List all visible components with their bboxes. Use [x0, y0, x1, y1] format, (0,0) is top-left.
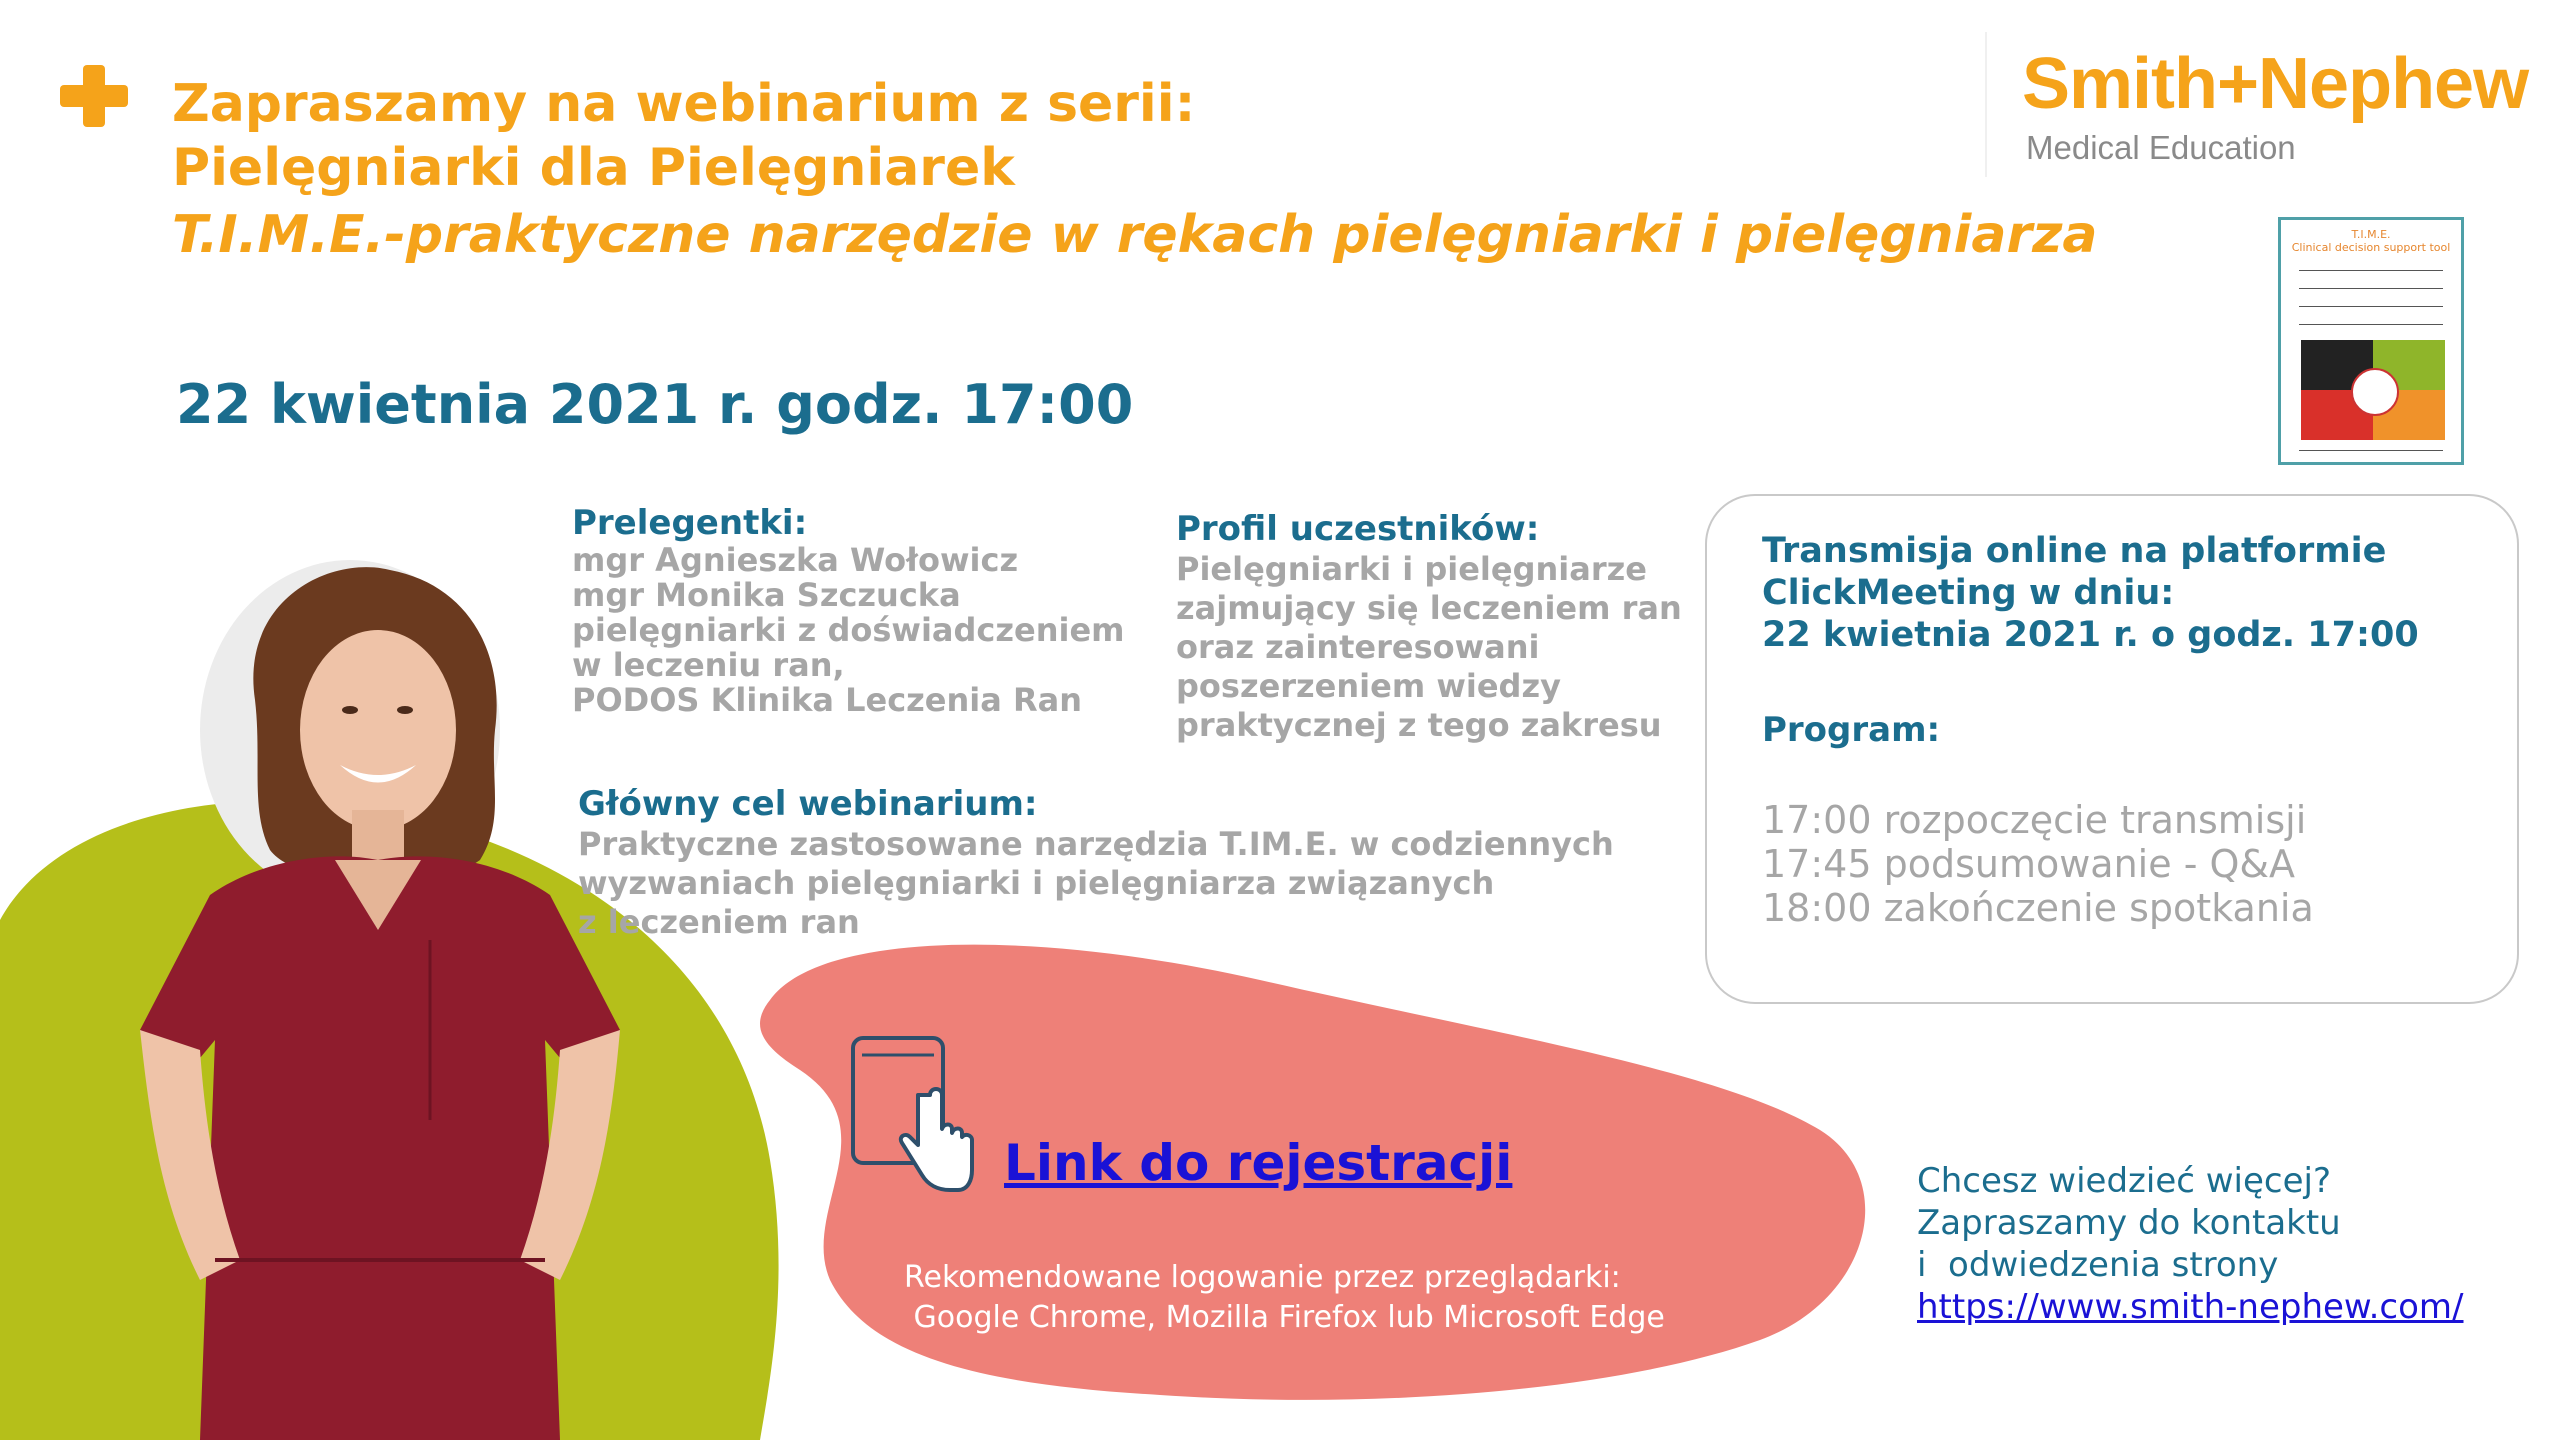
speaker-line: PODOS Klinika Leczenia Ran: [572, 681, 1082, 719]
time-tool-thumbnail: [2278, 217, 2464, 465]
webinar-date: 22 kwietnia 2021 r. godz. 17:00: [176, 373, 1134, 436]
transmission-info: [1762, 530, 2419, 656]
speaker-line: pielęgniarki z doświadczeniem: [572, 611, 1125, 649]
logo-divider: [1985, 32, 1987, 177]
browser-note-line: Rekomendowane logowanie przez przeglądarki:: [904, 1260, 1621, 1295]
website-link[interactable]: https://www.smith-nephew.com/: [1917, 1287, 2464, 1327]
program-item: 17:45 podsumowanie - Q&A: [1762, 842, 2296, 886]
goal-line: Praktyczne zastosowane narzędzia T.IM.E. w codziennych: [578, 825, 1614, 863]
profile-line: praktycznej z tego zakresu: [1176, 706, 1662, 744]
transmission-line: 22 kwietnia 2021 r. o godz. 17:00: [1762, 615, 2419, 655]
contact-line: Chcesz wiedzieć więcej?: [1917, 1161, 2332, 1201]
speaker-line: w leczeniu ran,: [572, 646, 845, 684]
thumbnail-subtitle: Clinical decision support tool: [2291, 241, 2451, 254]
profile-line: zajmujący się leczeniem ran: [1176, 589, 1682, 627]
browser-note-line: Google Chrome, Mozilla Firefox lub Microsoft Edge: [904, 1300, 1665, 1335]
profile-line: poszerzeniem wiedzy: [1176, 667, 1561, 705]
registration-link[interactable]: Link do rejestracji: [1004, 1134, 1513, 1192]
plus-icon: [60, 65, 128, 127]
goal-list: [578, 825, 1614, 942]
profile-line: oraz zainteresowani: [1176, 628, 1540, 666]
transmission-line: ClickMeeting w dniu:: [1762, 573, 2175, 613]
webinar-title: T.I.M.E.-praktyczne narzędzie w rękach pielęgniarki i pielęgniarza: [172, 205, 2098, 265]
program-heading: Program:: [1762, 710, 1941, 750]
goal-line: wyzwaniach pielęgniarki i pielęgniarza związanych: [578, 864, 1495, 902]
thumbnail-title: T.I.M.E.: [2351, 228, 2391, 241]
goal-line: z leczeniem ran: [578, 903, 860, 941]
program-item: 17:00 rozpoczęcie transmisji: [1762, 798, 2307, 842]
invite-title: Zapraszamy na webinarium z serii:: [172, 74, 1196, 134]
goal-heading: Główny cel webinarium:: [578, 784, 1038, 824]
speaker-line: mgr Agnieszka Wołowicz: [572, 541, 1019, 579]
series-title: Pielęgniarki dla Pielęgniarek: [172, 138, 1015, 198]
program-list: [1762, 798, 2314, 930]
speakers-list: [572, 543, 1125, 718]
tablet-touch-icon: [850, 1035, 975, 1195]
contact-line: Zapraszamy do kontaktu: [1917, 1203, 2341, 1243]
profile-line: Pielęgniarki i pielęgniarze: [1176, 550, 1647, 588]
contact-text: [1917, 1160, 2341, 1286]
speakers-heading: Prelegentki:: [572, 503, 808, 543]
profile-list: [1176, 550, 1682, 745]
profile-heading: Profil uczestników:: [1176, 509, 1540, 549]
logo-subtitle: Medical Education: [2026, 129, 2296, 166]
speaker-line: mgr Monika Szczucka: [572, 576, 961, 614]
browser-recommendation: [904, 1258, 1665, 1338]
transmission-line: Transmisja online na platformie: [1762, 531, 2387, 571]
smith-nephew-logo: Smith+Nephew: [2022, 44, 2529, 124]
program-item: 18:00 zakończenie spotkania: [1762, 886, 2314, 930]
contact-line: i odwiedzenia strony: [1917, 1245, 2279, 1285]
